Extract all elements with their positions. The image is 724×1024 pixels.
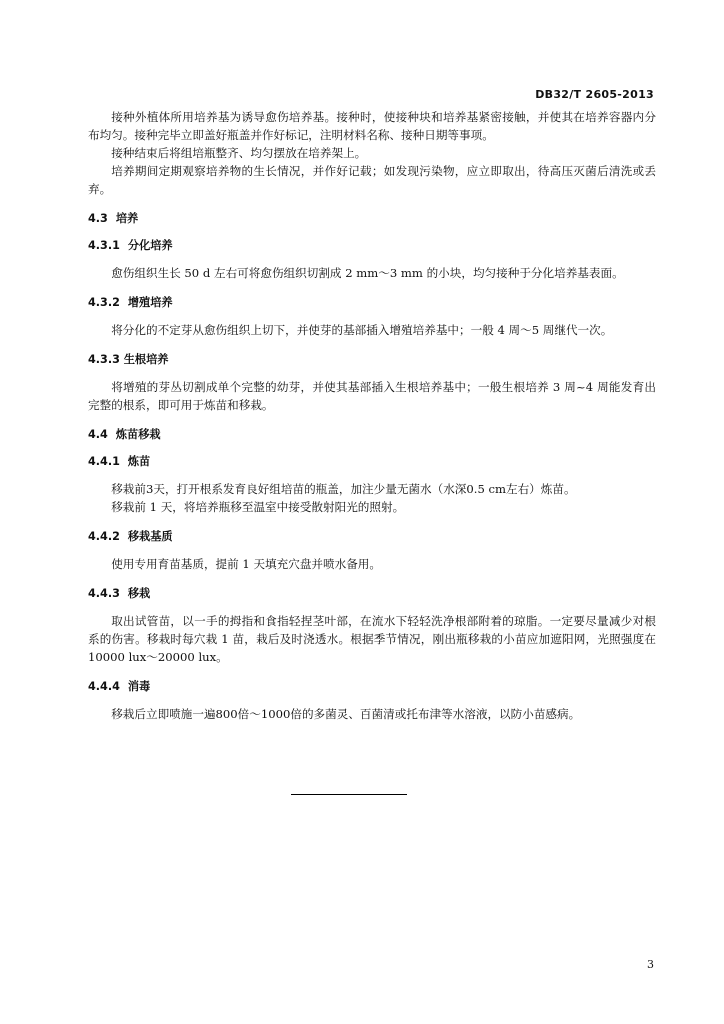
paragraph-4-3-2: 将分化的不定芽从愈伤组织上切下，并使芽的基部插入增殖培养基中；一般 4 周～5 周继代一次。 — [111, 323, 613, 337]
intro-paragraph-1: 接种外植体所用培养基为诱导愈伤培养基。接种时，使接种块和培养基紧密接触，并使其在培养容器内分布均匀。接种完毕立即盖好瓶盖并作好标记，注明材料名称、接种日期等事项。 — [88, 110, 656, 142]
section-title: 分化培养 — [127, 239, 173, 252]
section-number: 4.4.4 — [88, 680, 120, 693]
paragraph-4-4-1-b: 移栽前 1 天，将培养瓶移至温室中接受散射阳光的照射。 — [111, 500, 405, 514]
heading-4-3-3: 4.3.3 生根培养 — [88, 353, 169, 366]
section-title: 炼苗移栽 — [115, 428, 161, 441]
section-title: 增殖培养 — [127, 296, 173, 309]
heading-4-4-4 — [88, 678, 656, 696]
section-title: 炼苗 — [127, 455, 151, 468]
intro-paragraph-3: 培养期间定期观察培养物的生长情况，并作好记载；如发现污染物，应立即取出，待高压灭菌后清洗或丢弃。 — [88, 164, 656, 196]
heading-4-4-1 — [88, 453, 656, 471]
paragraph-4-4-1-a: 移栽前3天，打开根系发育良好组培苗的瓶盖，加注少量无菌水（水深0.5 cm左右）炼苗。 — [111, 482, 576, 496]
section-number: 4.3.2 — [88, 296, 120, 309]
heading-4-4-2 — [88, 528, 656, 546]
document-body — [88, 108, 656, 723]
document-code: DB32/T 2605-2013 — [535, 88, 654, 101]
heading-4-3-1 — [88, 237, 656, 255]
paragraph-4-4-3: 取出试管苗，以一手的拇指和食指轻捏茎叶部，在流水下轻轻洗净根部附着的琼脂。一定要尽量减少对根系的伤害。移栽时每穴栽 1 苗，栽后及时浇透水。根据季节情况，刚出瓶移栽的小苗应加遮阳网，光照强度在 10000 lux～20000 lux。 — [88, 614, 656, 664]
section-number: 4.4.2 — [88, 530, 120, 543]
paragraph-4-4-4: 移栽后立即喷施一遍800倍～1000倍的多菌灵、百菌清或托布津等水溶液，以防小苗感病。 — [111, 707, 581, 721]
section-number: 4.4 — [88, 428, 108, 441]
section-number: 4.4.1 — [88, 455, 120, 468]
section-title: 移栽 — [127, 587, 151, 600]
heading-4-3 — [88, 210, 656, 228]
heading-4-4-3 — [88, 585, 656, 603]
heading-4-4 — [88, 426, 656, 444]
section-number: 4.3 — [88, 212, 108, 225]
section-title: 消毒 — [127, 680, 151, 693]
section-number: 4.3.1 — [88, 239, 120, 252]
paragraph-4-3-3: 将增殖的芽丛切割成单个完整的幼芽，并使其基部插入生根培养基中；一般生根培养 3 周~4 周能发育出完整的根系，即可用于炼苗和移栽。 — [88, 380, 656, 412]
section-title: 移栽基质 — [127, 530, 173, 543]
paragraph-4-3-1: 愈伤组织生长 50 d 左右可将愈伤组织切割成 2 mm～3 mm 的小块，均匀接种于分化培养基表面。 — [111, 266, 624, 280]
paragraph-4-4-2: 使用专用育苗基质，提前 1 天填充穴盘并喷水备用。 — [111, 557, 381, 571]
section-number: 4.4.3 — [88, 587, 120, 600]
end-of-text-rule — [291, 794, 407, 795]
page-number: 3 — [647, 958, 654, 971]
intro-paragraph-2: 接种结束后将组培瓶整齐、均匀摆放在培养架上。 — [111, 146, 367, 160]
section-title: 培养 — [115, 212, 139, 225]
heading-4-3-2 — [88, 294, 656, 312]
